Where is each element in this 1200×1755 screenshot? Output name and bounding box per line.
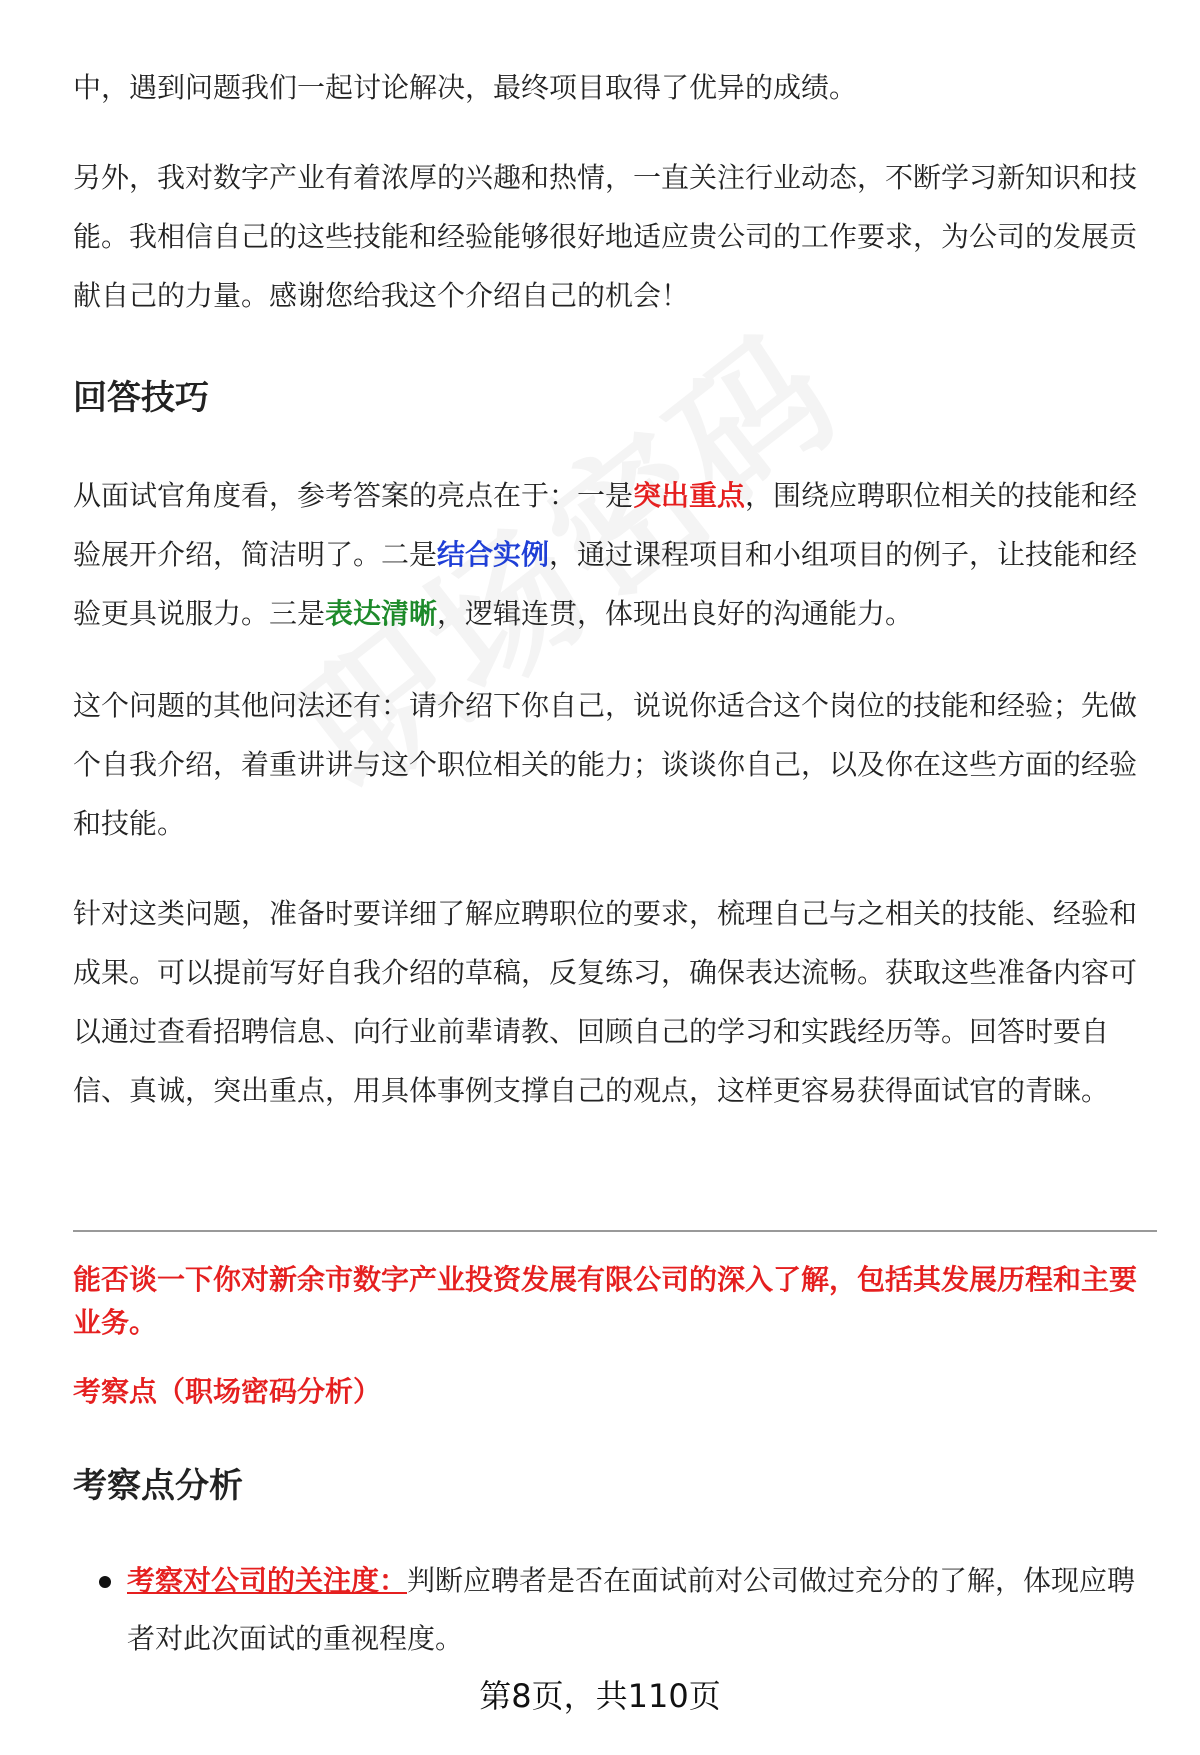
paragraph-preparation: 针对这类问题，准备时要详细了解应聘职位的要求，梳理自己与之相关的技能、经验和成果。可以提前写好自我介绍的草稿，反复练习，确保表达流畅。获取这些准备内容可以通过查看招聘信息、向行业前辈请教、回顾自己的学习和实践经历等。回答时要自信、真诚，突出重点，用具体事例支撑自己的观点，这样更容易获得面试官的青睐。 bbox=[73, 897, 1138, 1107]
section-divider bbox=[73, 1230, 1157, 1232]
highlight-examples: 结合实例 bbox=[437, 538, 550, 571]
highlights-text-3: ，通过课程项目和小组项目的例子，让技能和经验更具说服力。三是 bbox=[73, 538, 1138, 630]
bullet-label: 考察对公司的关注度： bbox=[127, 1564, 408, 1597]
paragraph-alternative-questions: 这个问题的其他问法还有：请介绍下你自己，说说你适合这个岗位的技能和经验；先做个自我介绍，着重讲讲与这个职位相关的能力；谈谈你自己，以及你在这些方面的经验和技能。 bbox=[73, 689, 1138, 840]
bullet-dot-icon bbox=[99, 1576, 111, 1588]
page-footer: 第8页，共110页 bbox=[479, 1677, 721, 1715]
highlight-clear-expression: 表达清晰 bbox=[325, 597, 438, 630]
highlight-key-point: 突出重点 bbox=[633, 479, 746, 512]
paragraph-highlights bbox=[73, 466, 1157, 643]
heading-assessment-analysis: 考察点分析 bbox=[73, 1466, 243, 1506]
highlights-text-1: 从面试官角度看，参考答案的亮点在于：一是 bbox=[73, 479, 634, 512]
heading-answer-tips: 回答技巧 bbox=[73, 378, 209, 418]
assessment-bullet-list bbox=[73, 1552, 1157, 1668]
interview-question: 能否谈一下你对新余市数字产业投资发展有限公司的深入了解，包括其发展历程和主要业务。 bbox=[73, 1263, 1138, 1339]
highlights-text-2: ，围绕应聘职位相关的技能和经验展开介绍，简洁明了。二是 bbox=[73, 479, 1138, 571]
bullet-text: 判断应聘者是否在面试前对公司做过充分的了解，体现应聘者对此次面试的重视程度。 bbox=[127, 1564, 1136, 1655]
assessment-point-label: 考察点（职场密码分析） bbox=[73, 1375, 382, 1408]
highlights-text-4: ，逻辑连贯，体现出良好的沟通能力。 bbox=[437, 597, 914, 630]
list-item bbox=[73, 1552, 1157, 1668]
paragraph-intro-end: 中，遇到问题我们一起讨论解决，最终项目取得了优异的成绩。 bbox=[73, 71, 858, 104]
paragraph-additional: 另外，我对数字产业有着浓厚的兴趣和热情，一直关注行业动态，不断学习新知识和技能。我相信自己的这些技能和经验能够很好地适应贵公司的工作要求，为公司的发展贡献自己的力量。感谢您给我这个介绍自己的机会！ bbox=[73, 161, 1138, 312]
